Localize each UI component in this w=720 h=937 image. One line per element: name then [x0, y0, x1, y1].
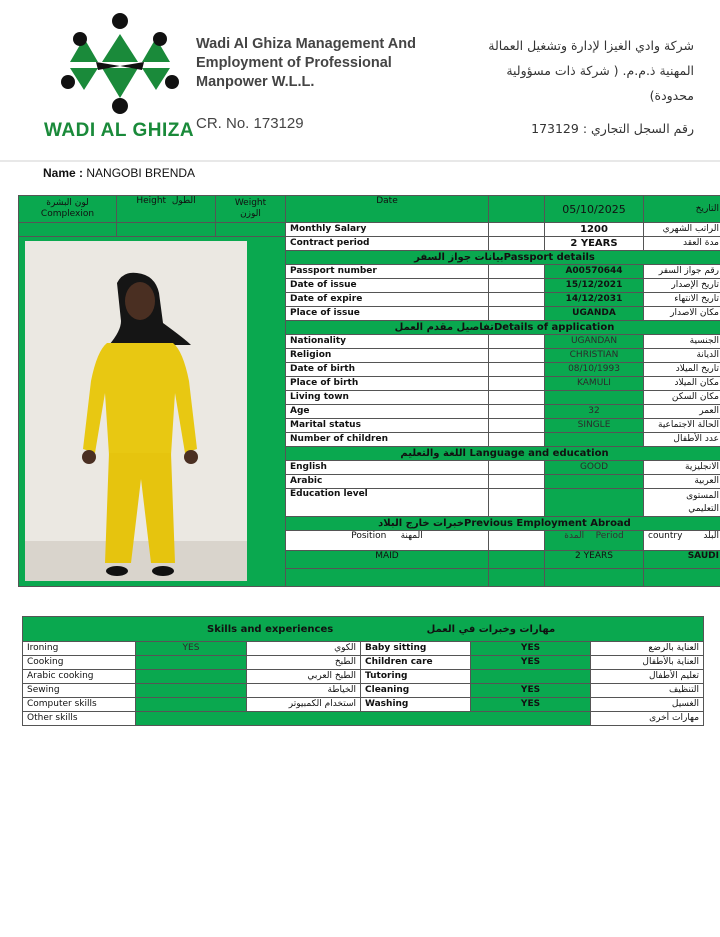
expire-date-ar: تاريخ الانتهاء	[644, 293, 720, 307]
cr-number-en: CR. No. 173129	[196, 115, 304, 132]
country-en: country	[648, 531, 683, 541]
skill-arabic-cooking-value	[136, 670, 247, 684]
country-header	[644, 531, 720, 551]
skill-ironing-value: YES	[136, 642, 247, 656]
skill-cleaning-ar: التنظيف	[591, 684, 704, 698]
skill-arabic-cooking-ar: الطبخ العربي	[247, 670, 361, 684]
skill-washing-label: Washing	[361, 698, 471, 712]
other-skills-row	[23, 712, 704, 726]
town-label: Living town	[286, 391, 489, 405]
name-label: Name :	[43, 166, 84, 180]
town-value	[545, 391, 644, 405]
skill-washing-ar: الغسيل	[591, 698, 704, 712]
nationality-label: Nationality	[286, 335, 489, 349]
empty-position	[286, 569, 489, 587]
education-spacer	[489, 489, 545, 517]
skill-sewing-label: Sewing	[23, 684, 136, 698]
complexion-en: Complexion	[40, 209, 95, 219]
skill-cleaning-label: Cleaning	[361, 684, 471, 698]
date-ar: التاريخ	[644, 196, 720, 223]
place-issue-ar: مكان الاصدار	[644, 307, 720, 321]
education-ar	[644, 489, 720, 517]
pob-ar: مكان الميلاد	[644, 377, 720, 391]
town-spacer	[489, 391, 545, 405]
height-value	[117, 223, 216, 237]
children-value	[545, 433, 644, 447]
company-name-ar	[434, 33, 694, 108]
weight-ar: الوزن	[240, 209, 261, 219]
skill-babysitting-ar: العناية بالرضع	[591, 642, 704, 656]
skill-tutoring-ar: تعليم الأطفال	[591, 670, 704, 684]
skill-computer-value	[136, 698, 247, 712]
other-skills-value	[136, 712, 591, 726]
place-issue-spacer	[489, 307, 545, 321]
position-value: MAID	[286, 551, 489, 569]
pob-spacer	[489, 377, 545, 391]
age-value: 32	[545, 405, 644, 419]
other-skills-ar: مهارات أخرى	[591, 712, 704, 726]
cr-number-ar: رقم السجل التجاري : 173129	[531, 121, 694, 136]
person-photo-icon	[25, 241, 247, 581]
issue-date-value: 15/12/2021	[545, 279, 644, 293]
period-value: 2 YEARS	[545, 551, 644, 569]
candidate-name-line	[43, 166, 195, 180]
skill-washing-value: YES	[471, 698, 591, 712]
skill-row	[23, 670, 704, 684]
company-name-en-line3: Manpower W.L.L.	[196, 74, 315, 90]
height-header	[117, 196, 216, 223]
dob-spacer	[489, 363, 545, 377]
period-ar: المدة	[564, 531, 585, 541]
employment-header-spacer	[489, 531, 545, 551]
town-ar: مكان السكن	[644, 391, 720, 405]
education-ar-line2: التعليمي	[688, 503, 719, 514]
dob-label: Date of birth	[286, 363, 489, 377]
place-issue-value: UGANDA	[545, 307, 644, 321]
photo-cell	[19, 237, 286, 587]
salary-label: Monthly Salary	[286, 223, 489, 237]
issue-date-label: Date of issue	[286, 279, 489, 293]
contract-value: 2 YEARS	[545, 237, 644, 251]
contract-row	[19, 237, 720, 251]
candidate-name: NANGOBI BRENDA	[86, 166, 196, 180]
nationality-value: UGANDAN	[545, 335, 644, 349]
skills-title	[23, 617, 704, 642]
arabic-label: Arabic	[286, 475, 489, 489]
complexion-ar: لون البشرة	[46, 198, 89, 208]
salary-spacer	[489, 223, 545, 237]
place-issue-label: Place of issue	[286, 307, 489, 321]
company-name-en	[196, 35, 416, 92]
education-value	[545, 489, 644, 517]
candidate-photo	[25, 241, 247, 581]
weight-value	[216, 223, 286, 237]
skills-title-ar: مهارات وخبرات في العمل	[426, 623, 556, 635]
contract-spacer	[489, 237, 545, 251]
date-value: 05/10/2025	[545, 196, 644, 223]
contract-label: Contract period	[286, 237, 489, 251]
position-header	[286, 531, 489, 551]
skill-tutoring-value	[471, 670, 591, 684]
position-en: Position	[351, 531, 387, 541]
english-ar: الانجليزية	[644, 461, 720, 475]
skill-cooking-value	[136, 656, 247, 670]
top-info-row	[19, 196, 720, 223]
english-spacer	[489, 461, 545, 475]
language-section-title: اللغة والتعليم Language and education	[286, 447, 720, 461]
salary-ar: الراتب الشهري	[644, 223, 720, 237]
children-spacer	[489, 433, 545, 447]
skill-ironing-ar: الكوي	[247, 642, 361, 656]
arabic-ar: العربية	[644, 475, 720, 489]
header-divider	[0, 160, 720, 162]
complexion-header	[19, 196, 117, 223]
country-ar: البلد	[703, 531, 719, 541]
nationality-spacer	[489, 335, 545, 349]
weight-en: Weight	[234, 198, 267, 208]
expire-date-label: Date of expire	[286, 293, 489, 307]
children-ar: عدد الأطفال	[644, 433, 720, 447]
cv-main-table	[18, 195, 720, 587]
children-label: Number of children	[286, 433, 489, 447]
skill-childcare-ar: العناية بالأطفال	[591, 656, 704, 670]
issue-date-ar: تاريخ الإصدار	[644, 279, 720, 293]
age-spacer	[489, 405, 545, 419]
nationality-ar: الجنسية	[644, 335, 720, 349]
company-name-ar-line3: محدودة)	[649, 88, 694, 103]
pob-value: KAMULI	[545, 377, 644, 391]
date-header: Date	[286, 196, 489, 223]
dob-value: 08/10/1993	[545, 363, 644, 377]
pob-label: Place of birth	[286, 377, 489, 391]
marital-ar: الحالة الاجتماعية	[644, 419, 720, 433]
height-ar: الطول	[171, 196, 196, 206]
empty-spacer	[489, 569, 545, 587]
skill-babysitting-value: YES	[471, 642, 591, 656]
employment-record-spacer	[489, 551, 545, 569]
skill-sewing-value	[136, 684, 247, 698]
country-value: SAUDI	[644, 551, 720, 569]
salary-row	[19, 223, 720, 237]
education-ar-line1: المستوى	[686, 490, 719, 501]
arabic-spacer	[489, 475, 545, 489]
contract-ar: مدة العقد	[644, 237, 720, 251]
company-logo	[40, 6, 200, 146]
skills-title-en: Skills and experiences	[207, 623, 334, 635]
expire-date-value: 14/12/2031	[545, 293, 644, 307]
skill-row	[23, 684, 704, 698]
skill-arabic-cooking-label: Arabic cooking	[23, 670, 136, 684]
skill-sewing-ar: الخياطة	[247, 684, 361, 698]
skill-childcare-value: YES	[471, 656, 591, 670]
logo-emblem-icon	[40, 6, 200, 114]
employment-section-title: خبرات خارج البلادPrevious Employment Abroad	[286, 517, 720, 531]
application-section-title: تفاصيل مقدم العملDetails of application	[286, 321, 720, 335]
skill-childcare-label: Children care	[361, 656, 471, 670]
skill-computer-ar: استخدام الكمبيوتر	[247, 698, 361, 712]
age-label: Age	[286, 405, 489, 419]
religion-label: Religion	[286, 349, 489, 363]
passport-number-spacer	[489, 265, 545, 279]
empty-country	[644, 569, 720, 587]
complexion-value	[19, 223, 117, 237]
position-ar: المهنة	[400, 531, 423, 541]
height-en: Height	[136, 196, 167, 206]
religion-value: CHRISTIAN	[545, 349, 644, 363]
english-label: English	[286, 461, 489, 475]
other-skills-label: Other skills	[23, 712, 136, 726]
skill-row	[23, 698, 704, 712]
expire-date-spacer	[489, 293, 545, 307]
skills-title-row	[23, 617, 704, 642]
company-name-en-line2: Employment of Professional	[196, 55, 392, 71]
skill-cooking-label: Cooking	[23, 656, 136, 670]
skill-tutoring-label: Tutoring	[361, 670, 471, 684]
english-value: GOOD	[545, 461, 644, 475]
logo-wordmark: WADI AL GHIZA	[44, 120, 195, 141]
skill-row	[23, 642, 704, 656]
age-ar: العمر	[644, 405, 720, 419]
passport-section-title: بيانات جواز السفرPassport details	[286, 251, 720, 265]
marital-spacer	[489, 419, 545, 433]
skill-cleaning-value: YES	[471, 684, 591, 698]
passport-number-ar: رقم جواز السفر	[644, 265, 720, 279]
arabic-value	[545, 475, 644, 489]
period-en: Period	[595, 531, 624, 541]
date-spacer	[489, 196, 545, 223]
period-header	[545, 531, 644, 551]
skill-row	[23, 656, 704, 670]
passport-number-value: A00570644	[545, 265, 644, 279]
issue-date-spacer	[489, 279, 545, 293]
company-name-ar-line2: المهنية ذ.م.م. ( شركة ذات مسؤولية	[506, 63, 694, 78]
weight-header	[216, 196, 286, 223]
marital-value: SINGLE	[545, 419, 644, 433]
skill-ironing-label: Ironing	[23, 642, 136, 656]
marital-label: Marital status	[286, 419, 489, 433]
company-name-ar-line1: شركة وادي الغيزا لإدارة وتشغيل العمالة	[488, 38, 694, 53]
skills-table	[22, 616, 704, 726]
empty-period	[545, 569, 644, 587]
passport-number-label: Passport number	[286, 265, 489, 279]
skill-computer-label: Computer skills	[23, 698, 136, 712]
religion-ar: الديانة	[644, 349, 720, 363]
education-label: Education level	[286, 489, 489, 517]
dob-ar: تاريخ الميلاد	[644, 363, 720, 377]
skill-cooking-ar: الطبخ	[247, 656, 361, 670]
company-name-en-line1: Wadi Al Ghiza Management And	[196, 36, 416, 52]
salary-value: 1200	[545, 223, 644, 237]
skill-babysitting-label: Baby sitting	[361, 642, 471, 656]
religion-spacer	[489, 349, 545, 363]
